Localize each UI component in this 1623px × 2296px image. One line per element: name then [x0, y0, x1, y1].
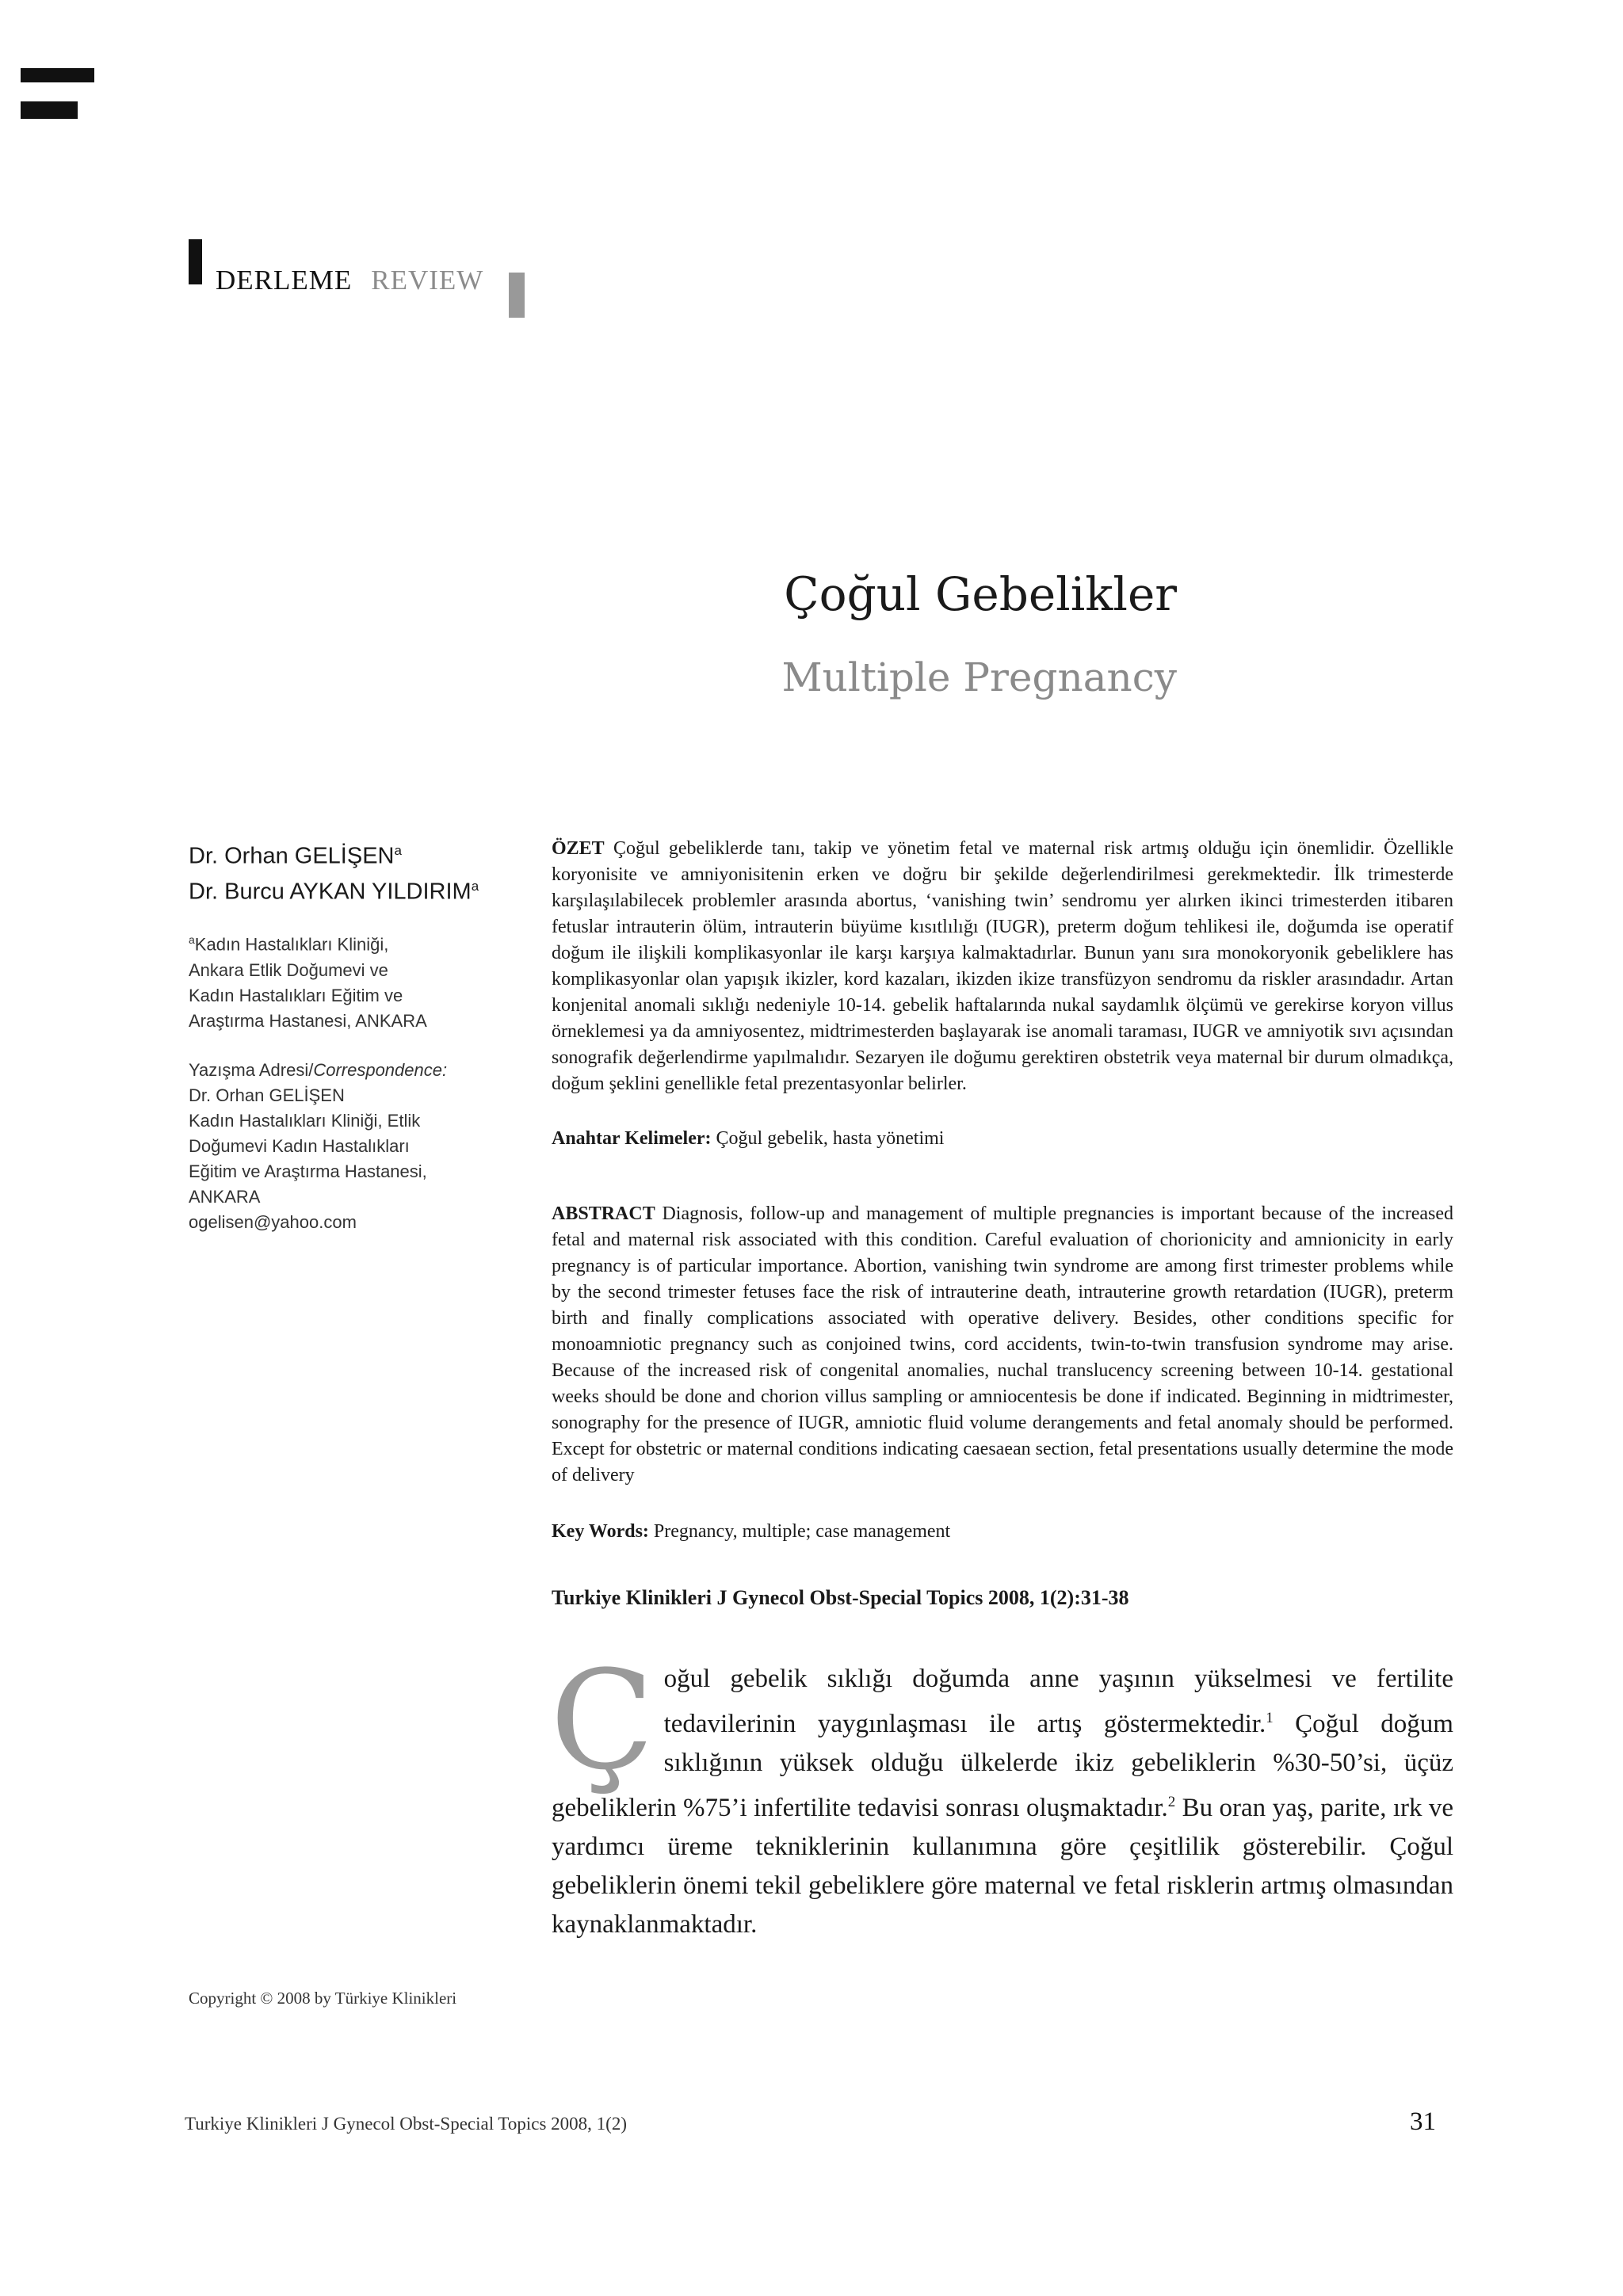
correspondence — [189, 1058, 521, 1235]
keywords-en — [552, 1519, 1453, 1545]
reference-2[interactable]: 2 — [1167, 1794, 1176, 1810]
abstract-tr — [552, 836, 1453, 1097]
body-part-3: Bu oran yaş, parite, ırk ve yardımcı üreme tekniklerinin kullanımına göre çeşitlilik gösterebilir. Çoğul gebeliklerin önemi tekil gebeliklere göre maternal ve fetal risklerin artmış olmasından kaynaklanmaktadır. — [552, 1794, 1453, 1939]
author-2-sup: a — [471, 878, 479, 894]
article-title-tr: Çoğul Gebelikler — [784, 567, 1177, 621]
keywords-tr-label: Anahtar Kelimeler: — [552, 1128, 712, 1149]
author-2-name: Dr. Burcu AYKAN YILDIRIM — [189, 879, 472, 905]
section-label-en: REVIEW — [371, 265, 484, 296]
page-number: 31 — [1410, 2107, 1436, 2136]
section-bar-left — [189, 239, 202, 284]
footer-journal: Turkiye Klinikleri J Gynecol Obst-Special Topics 2008, 1(2) — [185, 2114, 627, 2134]
abstract-tr-text: Çoğul gebeliklerde tanı, takip ve yönetim fetal ve maternal risk artmış olduğu için önemlidir. Özellikle koryonisite ve amniyonisitenin erken ve doğru bir şekilde değerlendirilmesi gerekmektedir. İlk trimesterde karşılaşılabilecek problemler arasında abortus, ‘vanishing twin’ sendromu yer alırken ikinci trimesterden itibaren fetuslar intrauterin ölüm, intrauterin büyüme kısıtlılığı (IUGR), preterm doğum tehlikesi ile, doğumda ise operatif doğum ile ilişkili komplikasyonlar ile karşı karşıya kalmaktadırlar. Bunun yanı sıra monokoryonik gebeliklere has komplikasyonlar olan yapışık ikizler, kord kazaları, ikizden ikize transfüzyon sendromu da riskler arasındadır. Artan konjenital anomali sıklığı nedeniyle 10-14. gebelik haftalarında nukal saydamlık ölçümü ve gerekirse koryon villus örneklemesi ya da amniyosentez, midtrimesterden başlayarak ise anomali taraması, IUGR ve amniyotik sıvı açısından sonografik değerlendirme yapılmalıdır. Sezaryen ile doğumu gerektiren obstetrik veya maternal bir durum olmadıkça, doğum şeklini genellikle fetal prezentasyonlar belirler. — [552, 838, 1454, 1094]
correspondence-label — [189, 1058, 521, 1083]
abstract-tr-heading: ÖZET — [552, 838, 605, 859]
corner-mark-bottom — [21, 101, 78, 119]
citation: Turkiye Klinikleri J Gynecol Obst-Special Topics 2008, 1(2):31-38 — [552, 1586, 1129, 1609]
author-1-sup: a — [394, 843, 402, 858]
reference-1[interactable]: 1 — [1266, 1710, 1274, 1726]
correspondence-label-tr: Yazışma Adresi/ — [189, 1059, 314, 1080]
body-text — [550, 1641, 1453, 1944]
correspondence-line-3: Doğumevi Kadın Hastalıkları — [189, 1135, 410, 1156]
correspondence-line-5: ANKARA — [189, 1186, 261, 1207]
keywords-tr-text: Çoğul gebelik, hasta yönetimi — [716, 1128, 945, 1149]
corner-mark-top — [21, 68, 94, 82]
body-part-1: oğul gebelik sıklığı doğumda anne yaşının yükselmesi ve fertilite tedavilerinin yaygınlaşması ile artış göstermektedir. — [663, 1665, 1453, 1738]
author-column — [189, 836, 521, 1235]
affiliation-line-3: Kadın Hastalıkları Eğitim ve — [189, 985, 403, 1005]
abstract-en — [552, 1201, 1453, 1489]
affiliation — [189, 927, 521, 1033]
affiliation-line-1: Kadın Hastalıkları Kliniği, — [194, 934, 389, 955]
correspondence-email[interactable]: ogelisen@yahoo.com — [189, 1211, 357, 1232]
affiliation-line-2: Ankara Etlik Doğumevi ve — [189, 959, 388, 980]
affiliation-sup: a — [189, 933, 195, 947]
author-2 — [189, 871, 521, 907]
affiliation-line-4: Araştırma Hastanesi, ANKARA — [189, 1010, 427, 1031]
abstract-en-text: Diagnosis, follow-up and management of multiple pregnancies is important because of the increased fetal and maternal risk associated with this condition. Careful evaluation of chorionicity and amnionicity in early pregnancy is of particular importance. Abortion, vanishing twin syndrome are among first trimester problems while by the second trimester fetuses face the risk of intrauterine death, intrauterine growth retardation (IUGR), preterm birth and finally complications associated with operative delivery. Besides, other conditions specific for monoamniotic pregnancy such as conjoined twins, cord accidents, twin-to-twin transfusion syndrome may arise. Because of the increased risk of congenital anomalies, nuchal translucency screening between 10-14. gestational weeks should be done and chorion villus sampling or amniocentesis be done if indicated. Beginning in midtrimester, sonography for the presence of IUGR, amniotic fluid volume derangements and fetal anomaly should be performed. Except for obstetric or maternal conditions indicating caesaean section, fetal presentations usually determine the mode of delivery — [552, 1203, 1454, 1486]
correspondence-line-4: Eğitim ve Araştırma Hastanesi, — [189, 1161, 427, 1181]
keywords-en-label: Key Words: — [552, 1521, 649, 1542]
abstract-en-heading: ABSTRACT — [552, 1203, 655, 1224]
section-bar-right — [509, 273, 525, 318]
keywords-en-text: Pregnancy, multiple; case management — [653, 1521, 951, 1542]
author-1-name: Dr. Orhan GELİŞEN — [189, 843, 395, 869]
author-1 — [189, 836, 521, 871]
body-part-2: Çoğul doğum sıklığının yüksek olduğu ülkelerde ikiz gebeliklerin %30-50’si, üçüz gebeliklerin %75’i infertilite tedavisi sonrası oluşmaktadır. — [552, 1710, 1453, 1822]
article-title-en: Multiple Pregnancy — [781, 654, 1177, 700]
copyright: Copyright © 2008 by Türkiye Klinikleri — [189, 1989, 457, 2008]
section-label-tr: DERLEME — [216, 265, 353, 296]
correspondence-line-2: Kadın Hastalıkları Kliniği, Etlik — [189, 1110, 421, 1131]
correspondence-label-en: Correspondence: — [313, 1059, 448, 1080]
affiliation-line — [189, 927, 521, 957]
keywords-tr — [552, 1126, 1453, 1152]
section-label — [216, 265, 483, 296]
drop-cap: Ç — [550, 1641, 655, 1800]
main-column — [552, 836, 1453, 1944]
correspondence-line-1: Dr. Orhan GELİŞEN — [189, 1085, 345, 1105]
